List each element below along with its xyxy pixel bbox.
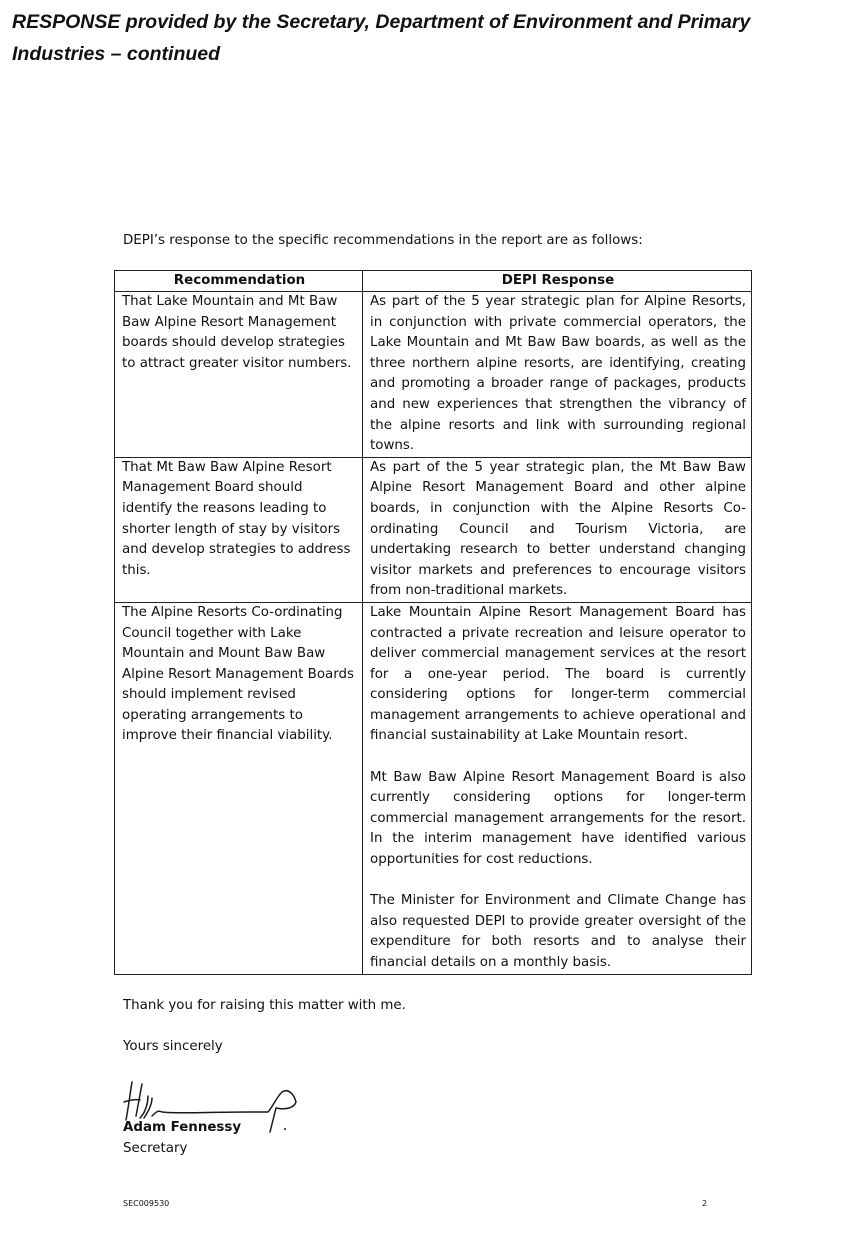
table-row (115, 457, 752, 602)
response-cell (363, 292, 752, 458)
response-paragraph: Lake Mountain Alpine Resort Management Board has contracted a private recreation and leisure operator to deliver commercial management services at the resort for a one-year period. The board is currently considering options for longer-term commercial management arrangements to achieve operational and financial sustainability at Lake Mountain resort. (370, 604, 746, 744)
sign-off: Yours sincerely (123, 1039, 223, 1054)
recommendation-cell: That Mt Baw Baw Alpine Resort Management Board should identify the reasons leading to shorter length of stay by visitors and develop strategies to address this. (115, 457, 363, 602)
table-row (115, 602, 752, 974)
recommendations-table (114, 270, 752, 975)
signer-name: Adam Fennessy (123, 1120, 242, 1135)
page-number: 2 (702, 1199, 708, 1208)
document-reference: SEC009530 (123, 1199, 170, 1208)
table-header-row (115, 271, 752, 292)
column-header-depi-response: DEPI Response (363, 271, 752, 292)
response-paragraph: Mt Baw Baw Alpine Resort Management Board is also currently considering options for longer-term commercial management arrangements for the resort. In the interim management have identified various opportunities for cost reductions. (370, 769, 746, 868)
signer-title: Secretary (123, 1141, 188, 1156)
recommendation-cell: The Alpine Resorts Co-ordinating Council together with Lake Mountain and Mount Baw Baw Alpine Resort Management Boards should implement revised operating arrangements to improve their financial viability. (115, 602, 363, 974)
closing-line: Thank you for raising this matter with me. (123, 998, 406, 1013)
response-paragraph: As part of the 5 year strategic plan, the Mt Baw Baw Alpine Resort Management Board and other alpine boards, in conjunction with the Alpine Resorts Co-ordinating Council and Tourism Victoria, are undertaking research to better understand changing visitor markets and preferences to encourage visitors from non-traditional markets. (370, 459, 746, 599)
response-paragraph: The Minister for Environment and Climate Change has also requested DEPI to provide greater oversight of the expenditure for both resorts and to analyse their financial details on a monthly basis. (370, 893, 746, 970)
response-cell (363, 457, 752, 602)
response-cell (363, 602, 752, 974)
column-header-recommendation: Recommendation (115, 271, 363, 292)
table-row (115, 292, 752, 458)
response-paragraph: As part of the 5 year strategic plan for Alpine Resorts, in conjunction with private commercial operators, the Lake Mountain and Mt Baw Baw boards, as well as the three northern alpine resorts, are identifying, creating and promoting a broader range of packages, products and new experiences that strengthen the vibrancy of the alpine resorts and link with surrounding regional towns. (370, 294, 746, 454)
page-heading: RESPONSE provided by the Secretary, Department of Environment and Primary Industries – continued (12, 11, 751, 65)
recommendation-cell: That Lake Mountain and Mt Baw Baw Alpine Resort Management boards should develop strategies to attract greater visitor numbers. (115, 292, 363, 458)
intro-text: DEPI’s response to the specific recommendations in the report are as follows: (123, 233, 643, 248)
